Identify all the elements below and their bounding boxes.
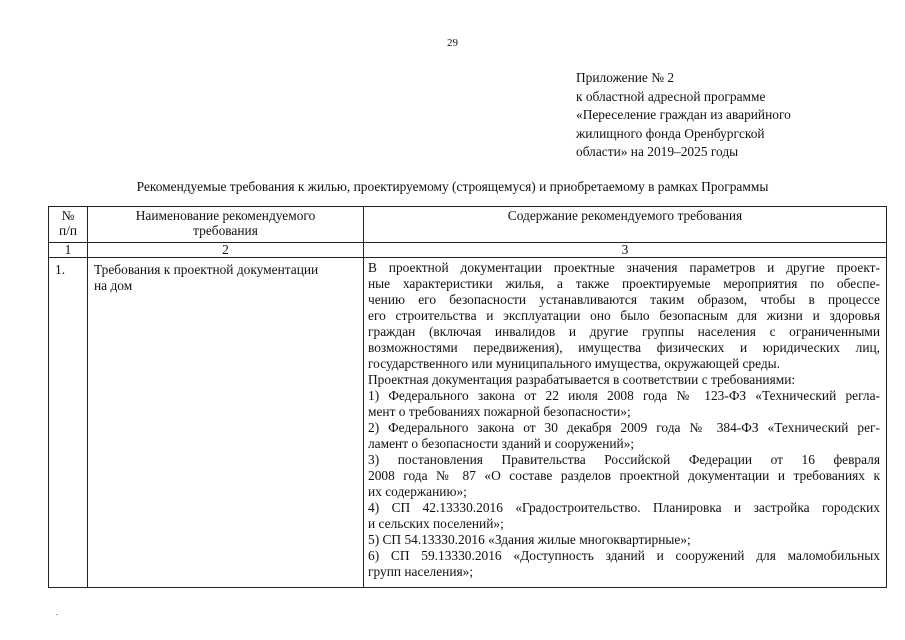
header-number-line: № [61, 208, 75, 223]
header-number [49, 207, 88, 243]
content-line: государственного или муниципального имущества, окружающей среды. [368, 356, 781, 371]
requirement-name [88, 258, 364, 588]
content-line: чению его безопасности устанавливаются таким образом, чтобы в процессе [368, 292, 880, 307]
content-line: его строительства и эксплуатации оно было безопасным для жизни и здоровья [368, 308, 880, 323]
header-requirement-content [364, 207, 887, 243]
content-line: Проектная документация разрабатывается в соответствии с требованиями: [368, 372, 796, 387]
content-line: 4) СП 42.13330.2016 «Градостроительство. Планировка и застройка городских [368, 500, 880, 515]
appendix-heading [576, 69, 876, 162]
content-line: ламент о безопасности зданий и сооружений»; [368, 436, 635, 451]
table-row [49, 258, 887, 588]
requirement-content [364, 258, 887, 588]
column-index-row [49, 243, 887, 258]
header-requirement-name [88, 207, 364, 243]
content-line: 3) постановления Правительства Российской Федерации от 16 февраля [368, 452, 880, 467]
content-line: мент о требованиях пожарной безопасности»; [368, 404, 631, 419]
content-line: возможностями передвижения), имущества физических и юридических лиц, [368, 340, 880, 355]
content-line: 6) СП 59.13330.2016 «Доступность зданий и сооружений для маломобильных [368, 548, 880, 563]
document-title: Рекомендуемые требования к жилью, проектируемому (строящемуся) и приобретаемому в рамках Программы [136, 179, 769, 194]
content-line: граждан (включая инвалидов и другие группы населения с ограниченными [368, 324, 880, 339]
header-number-line: п/п [58, 223, 78, 238]
header-name-line: Наименование рекомендуемого [135, 208, 316, 223]
content-line: 1) Федерального закона от 22 июля 2008 года № 123-ФЗ «Технический регла- [368, 388, 880, 403]
column-index: 3 [364, 243, 887, 258]
appendix-line: к областной адресной программе [576, 88, 766, 104]
header-content-line: Содержание рекомендуемого требования [507, 208, 743, 223]
table-header-row [49, 207, 887, 243]
content-line: В проектной документации проектные значения параметров и другие проект- [368, 260, 880, 275]
page-number: 29 [447, 37, 458, 49]
scan-artifact [56, 614, 58, 615]
requirements-table [48, 206, 887, 588]
content-line: и сельских поселений»; [368, 516, 504, 531]
requirement-name-line: на дом [94, 278, 133, 293]
content-line: 2008 года № 87 «О составе разделов проектной документации и требованиях к [368, 468, 880, 483]
appendix-line: «Переселение граждан из аварийного [576, 107, 791, 123]
content-line: их содержанию»; [368, 484, 467, 499]
appendix-line: жилищного фонда Оренбургской [576, 125, 765, 141]
requirement-name-line: Требования к проектной документации [94, 262, 319, 277]
content-line: 2) Федерального закона от 30 декабря 2009 года № 384-ФЗ «Технический рег- [368, 420, 880, 435]
content-line: 5) СП 54.13330.2016 «Здания жилые многоквартирные»; [368, 532, 691, 547]
column-index: 1 [49, 243, 88, 258]
header-name-line: требования [193, 223, 258, 238]
content-line: групп населения»; [368, 564, 474, 579]
column-index: 2 [88, 243, 364, 258]
row-number: 1. [49, 258, 88, 588]
content-line: ные характеристики жилья, а также проектируемые мероприятия по обеспе- [368, 276, 880, 291]
appendix-line: Приложение № 2 [576, 70, 675, 85]
appendix-line: области» на 2019–2025 годы [576, 144, 739, 160]
